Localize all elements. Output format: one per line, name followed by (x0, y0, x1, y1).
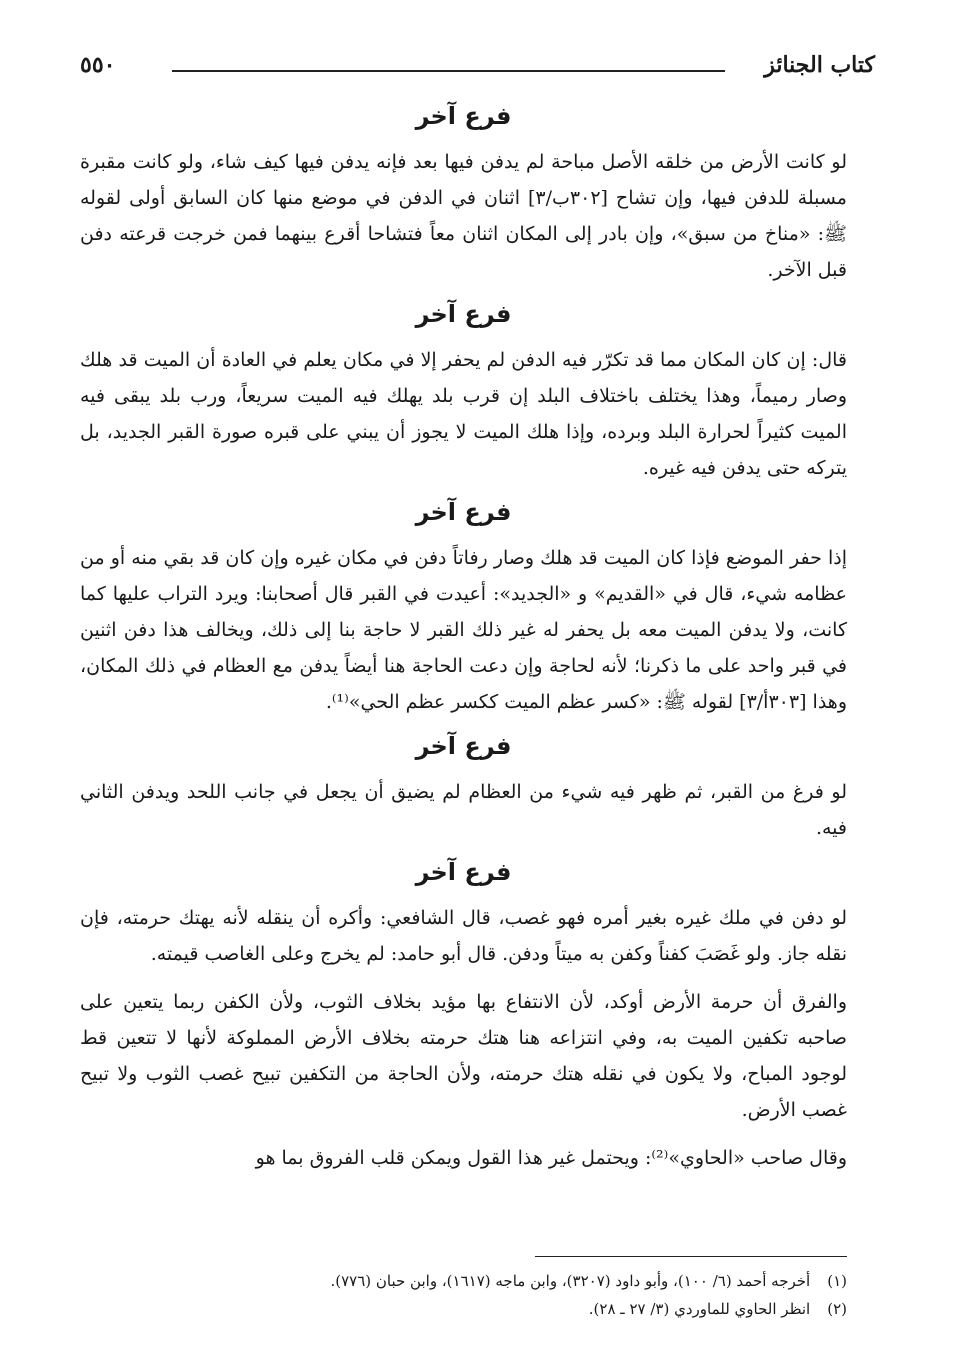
footnote-number: (٢) (827, 1300, 847, 1318)
page-header (80, 46, 875, 86)
section-heading: فرع آخر (415, 858, 512, 886)
paragraph: والفرق أن حرمة الأرض أوكد، لأن الانتفاع بها مؤيد بخلاف الثوب، ولأن الكفن ربما يتعين على صاحبه تكفين الميت به، وفي انتزاعه هنا هتك حرمته بخلاف الأرض المملوكة لأنها لا تتعين قط لوجود المباح، ولا يكون في نقله هتك حرمته، ولأن الحاجة من التكفين تبيح غصب الثوب ولا تبيح غصب الأرض. (80, 991, 847, 1121)
section-heading: فرع آخر (415, 732, 512, 760)
paragraph: لو فرغ من القبر، ثم ظهر فيه شيء من العظام لم يضيق أن يجعل في جانب اللحد ويدفن الثاني فيه. (80, 781, 847, 839)
paragraph: لو دفن في ملك غيره بغير أمره فهو غصب، قال الشافعي: وأكره أن ينقله لأنه يهتك حرمته، فإن نقله جاز. ولو غَصَبَ كفناً وكفن به ميتاً ودفن. قال أبو حامد: لم يخرج وعلى الغاصب قيمته. (80, 907, 847, 965)
paragraph: لو كانت الأرض من خلقه الأصل مباحة لم يدفن فيها بعد فإنه يدفن فيها كيف شاء، ولو كانت مقبرة مسبلة للدفن فيها، وإن تشاح [٣٠٢ب/٣] اثنان في الدفن في موضع منها كان السابق أولى لقوله ﷺ: «مناخ من سبق»، وإن بادر إلى المكان اثنان معاً فتشاحا أقرع بينهما فمن خرجت قرعته دفن قبل الآخر. (80, 151, 847, 281)
section-heading: فرع آخر (415, 300, 512, 328)
section-heading: فرع آخر (415, 498, 512, 526)
paragraph: قال: إن كان المكان مما قد تكرّر فيه الدفن لم يحفر إلا في مكان يعلم في العادة أن الميت قد هلك وصار رميماً، وهذا يختلف باختلاف البلد إن قرب بلد يهلك فيه الميت سريعاً، ورب بلد يبقى فيه الميت كثيراً لحرارة البلد وبرده، وإذا هلك الميت لا يجوز أن يبني على قبره صورة القبر الجديد، بل يتركه حتى يدفن فيه غيره. (80, 349, 847, 479)
paragraph: إذا حفر الموضع فإذا كان الميت قد هلك وصار رفاتاً دفن في مكان غيره وإن كان قد بقي منه أو من عظامه شيء، قال في «القديم» و «الجديد»: أعيدت في القبر قال أصحابنا: ويرد التراب عليها كما كانت، ولا يدفن الميت معه بل يحفر له غير ذلك القبر لا حاجة بنا إلى ذلك، ويخالف هذا دفن اثنين في قبر واحد على ما ذكرنا؛ لأنه لحاجة وإن دعت الحاجة هنا أيضاً يدفن مع العظام في ذلك المكان، وهذا [٣٠٣أ/٣] لقوله ﷺ: «كسر عظم الميت ككسر عظم الحي»⁽¹⁾. (80, 547, 847, 713)
footnote (80, 1295, 847, 1323)
page-body (80, 98, 847, 1188)
footnote (80, 1267, 847, 1295)
book-title: كتاب الجنائز (764, 52, 875, 78)
footnote-number: (١) (827, 1272, 847, 1290)
footnotes (80, 1256, 847, 1323)
footnote-text: أخرجه أحمد (٦/ ١٠٠)، وأبو داود (٣٢٠٧)، وابن ماجه (١٦١٧)، وابن حبان (٧٧٦). (330, 1272, 811, 1290)
paragraph: وقال صاحب «الحاوي»⁽²⁾: ويحتمل غير هذا القول ويمكن قلب الفروق بما هو (255, 1147, 847, 1169)
section-heading: فرع آخر (415, 102, 512, 130)
footnote-text: انظر الحاوي للماوردي (٣/ ٢٧ ـ ٢٨). (588, 1300, 811, 1318)
header-rule (172, 70, 725, 72)
page-number: ٥٥٠ (80, 52, 116, 78)
footnote-rule (535, 1256, 847, 1257)
